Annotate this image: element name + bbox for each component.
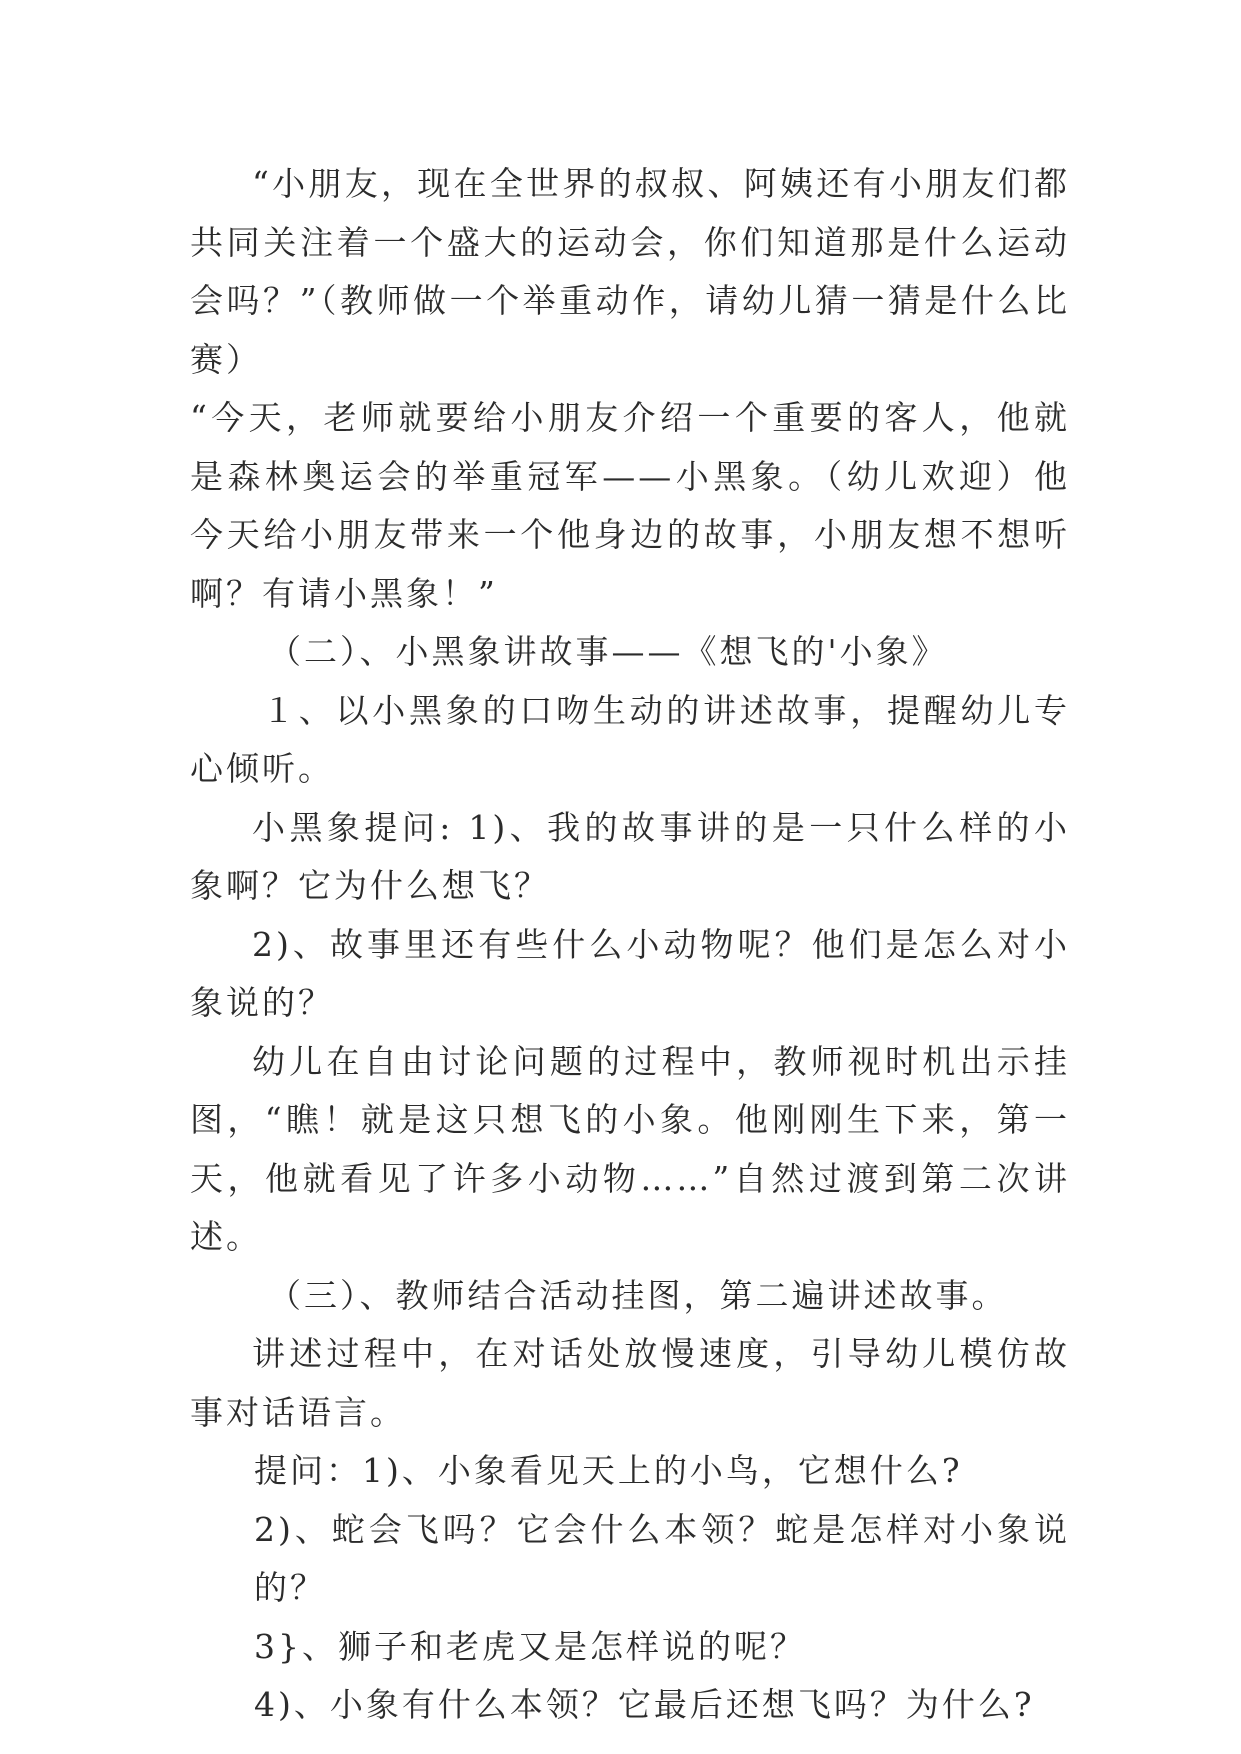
paragraph-ask-one: 提问：1)、小象看见天上的小鸟，它想什么? [254, 1451, 963, 1490]
paragraph-question-two: 2)、故事里还有些什么小动物呢？他们是怎么对小象说的？ [190, 924, 1070, 1022]
paragraph-ask-three: 3}、狮子和老虎又是怎样说的呢？ [254, 1626, 806, 1666]
paragraph-ask-four: 4)、小象有什么本领？它最后还想飞吗？为什么? [254, 1685, 1035, 1724]
section-heading-three: （三）、教师结合活动挂图，第二遍讲述故事。 [268, 1275, 1008, 1315]
paragraph-guest-introduction: “今天，老师就要给小朋友介绍一个重要的客人，他就是森林奥运会的举重冠军——小黑象。（幼儿欢迎）他今天给小朋友带来一个他身边的故事，小朋友想不想听啊？有请小黑象！” [190, 398, 1070, 613]
paragraph-narration-process: 讲述过程中，在对话处放慢速度，引导幼儿模仿故事对话语言。 [190, 1334, 1070, 1432]
section-heading-two: （二）、小黑象讲故事——《想飞的'小象》 [268, 632, 948, 671]
paragraph-step-one: １、以小黑象的口吻生动的讲述故事，提醒幼儿专心倾听。 [190, 690, 1070, 788]
document-body [190, 155, 1070, 1735]
paragraph-ask-two: 2)、蛇会飞吗？它会什么本领？蛇是怎样对小象说的？ [254, 1509, 1070, 1607]
paragraph-discussion: 幼儿在自由讨论问题的过程中，教师视时机出示挂图，“瞧！就是这只想飞的小象。他刚刚生下来，第一天，他就看见了许多小动物……”自然过渡到第二次讲述。 [190, 1041, 1070, 1256]
paragraph-intro-question: “小朋友，现在全世界的叔叔、阿姨还有小朋友们都共同关注着一个盛大的运动会，你们知道那是什么运动会吗？”（教师做一个举重动作，请幼儿猜一猜是什么比赛） [190, 164, 1070, 379]
paragraph-question-one: 小黑象提问: 1)、我的故事讲的是一只什么样的小象啊？它为什么想飞？ [190, 807, 1070, 905]
